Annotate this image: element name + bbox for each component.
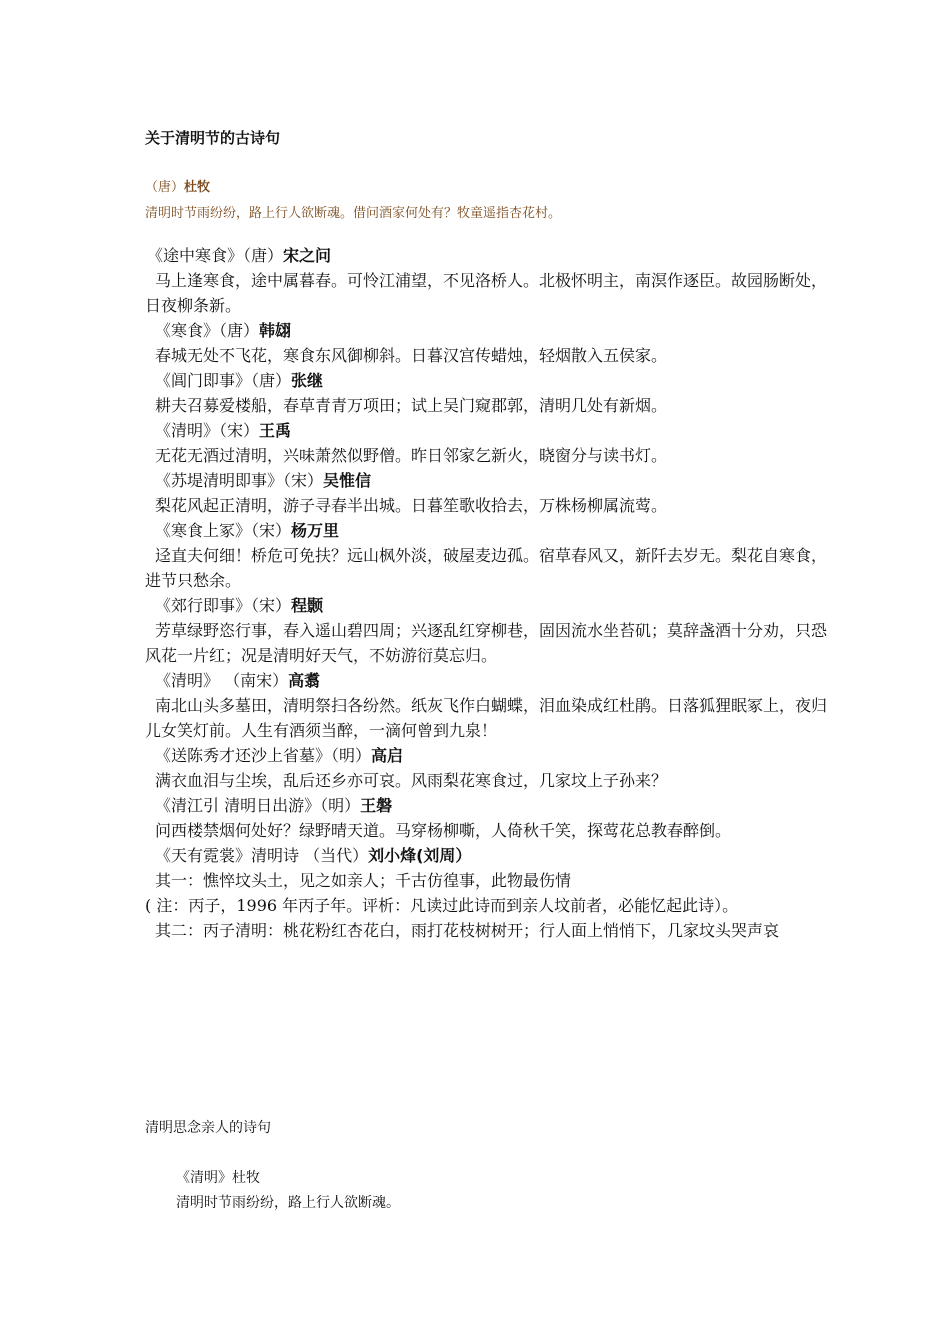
poem-title: 《寒食》	[155, 321, 220, 340]
poem-author: 王禹	[259, 421, 292, 440]
poem-heading	[145, 593, 835, 618]
poem-author: 吴惟信	[323, 471, 372, 490]
poem-dynasty: （宋）	[283, 471, 324, 490]
poem-title: 《寒食上冢》	[155, 521, 252, 540]
poem-dynasty: （唐）	[219, 321, 260, 340]
poem-heading	[145, 468, 835, 493]
poem-dynasty: （明）	[320, 796, 361, 815]
poem-author: 张继	[291, 371, 324, 390]
poem-heading	[145, 318, 835, 343]
poem-text: 问西楼禁烟何处好？绿野晴天道。马穿杨柳嘶，人倚秋千笑，探莺花总教春醉倒。	[155, 821, 732, 840]
poem-title: 《途中寒食》	[147, 246, 244, 265]
poem-text: 迳直夫何细！桥危可免扶？远山枫外淡，破屋麦边孤。宿草春风又，新阡去岁无。梨花自寒食，进节只愁余。	[145, 546, 828, 590]
modern-poem-dynasty: （当代）	[299, 846, 369, 865]
poem-dynasty: （宋）	[219, 421, 260, 440]
poem-text: 满衣血泪与尘埃，乱后还乡亦可哀。风雨梨花寒食过，几家坟上子孙来？	[155, 771, 668, 790]
poem-heading	[145, 243, 835, 268]
poem-text: 春城无处不飞花，寒食东风御柳斜。日暮汉宫传蜡烛，轻烟散入五侯家。	[155, 346, 668, 365]
poem-dynasty: （宋）	[251, 596, 292, 615]
poem-heading	[145, 793, 835, 818]
poem-heading	[145, 518, 835, 543]
poem-title: 《郊行即事》	[155, 596, 252, 615]
poem-text: 芳草绿野恣行事，春入遥山碧四周；兴逐乱红穿柳巷，固因流水坐苔矶；莫辞盏酒十分劝，只恐风花一片红；况是清明好天气，不妨游衍莫忘归。	[145, 621, 828, 665]
poem-list	[145, 243, 835, 943]
poem-author: 高启	[371, 746, 404, 765]
modern-poem-part1: 其一：憔悴坟头土，见之如亲人；千古仿徨事，此物最伤情	[155, 871, 572, 890]
poem-author: 王磐	[360, 796, 393, 815]
modern-poem-part2: 其二：丙子清明：桃花粉红杏花白，雨打花枝树树开；行人面上悄悄下，几家坟头哭声哀	[155, 921, 780, 940]
modern-poem-author: 刘小烽(刘周）	[368, 846, 472, 865]
poem-dynasty: （唐）	[243, 246, 284, 265]
poem-author: 高翥	[288, 671, 321, 690]
poem-author: 杨万里	[291, 521, 340, 540]
poem-title: 《送陈秀才还沙上省墓》	[155, 746, 332, 765]
du-mu-poem-text: 清明时节雨纷纷，路上行人欲断魂。借问酒家何处有？牧童遥指杏花村。	[145, 206, 562, 221]
poem-heading	[145, 743, 835, 768]
poem-dynasty: （唐）	[251, 371, 292, 390]
poem-title: 《清明》	[155, 421, 220, 440]
poem-dynasty: （南宋）	[219, 671, 289, 690]
poem-heading	[145, 418, 835, 443]
page-title: 关于清明节的古诗句	[145, 129, 281, 147]
poem-text: 南北山头多墓田，清明祭扫各纷然。纸灰飞作白蝴蝶，泪血染成红杜鹃。日落狐狸眠冢上，夜归儿女笑灯前。人生有酒须当醉，一滴何曾到九泉！	[145, 696, 828, 740]
poem-heading	[145, 668, 835, 693]
du-mu-dynasty: （唐）	[145, 180, 185, 195]
poem-text: 梨花风起正清明，游子寻春半出城。日暮笙歌收拾去，万株杨柳属流莺。	[155, 496, 668, 515]
section2-poem-text: 清明时节雨纷纷，路上行人欲断魂。	[176, 1195, 400, 1211]
section2-title: 清明思念亲人的诗句	[145, 1120, 271, 1136]
du-mu-heading	[145, 176, 835, 195]
poem-dynasty: （明）	[331, 746, 372, 765]
poem-title: 《阊门即事》	[155, 371, 252, 390]
poem-author: 韩翃	[259, 321, 292, 340]
section2-poem-heading: 《清明》杜牧	[176, 1170, 260, 1186]
poem-title: 《清江引 清明日出游》	[155, 796, 321, 815]
poem-author: 程颢	[291, 596, 324, 615]
poem-title: 《清明》	[155, 671, 220, 690]
poem-dynasty: （宋）	[251, 521, 292, 540]
modern-poem-note: ( 注：丙子，1996 年丙子年。评析：凡读过此诗而到亲人坟前者，必能忆起此诗）。	[145, 896, 739, 915]
modern-poem-title: 《天有霓裳》清明诗	[155, 846, 300, 865]
poem-text: 无花无酒过清明，兴味萧然似野僧。昨日邻家乞新火，晓窗分与读书灯。	[155, 446, 668, 465]
poem-title: 《苏堤清明即事》	[155, 471, 284, 490]
poem-author: 宋之问	[283, 246, 332, 265]
poem-heading	[145, 368, 835, 393]
poem-text: 马上逢寒食，途中属暮春。可怜江浦望，不见洛桥人。北极怀明主，南溟作逐臣。故园肠断处，日夜柳条新。	[145, 271, 828, 315]
poem-text: 耕夫召募爱楼船，春草青青万项田；试上吴门窥郡郭，清明几处有新烟。	[155, 396, 668, 415]
modern-poem-heading	[145, 843, 835, 868]
du-mu-author: 杜牧	[184, 180, 211, 195]
